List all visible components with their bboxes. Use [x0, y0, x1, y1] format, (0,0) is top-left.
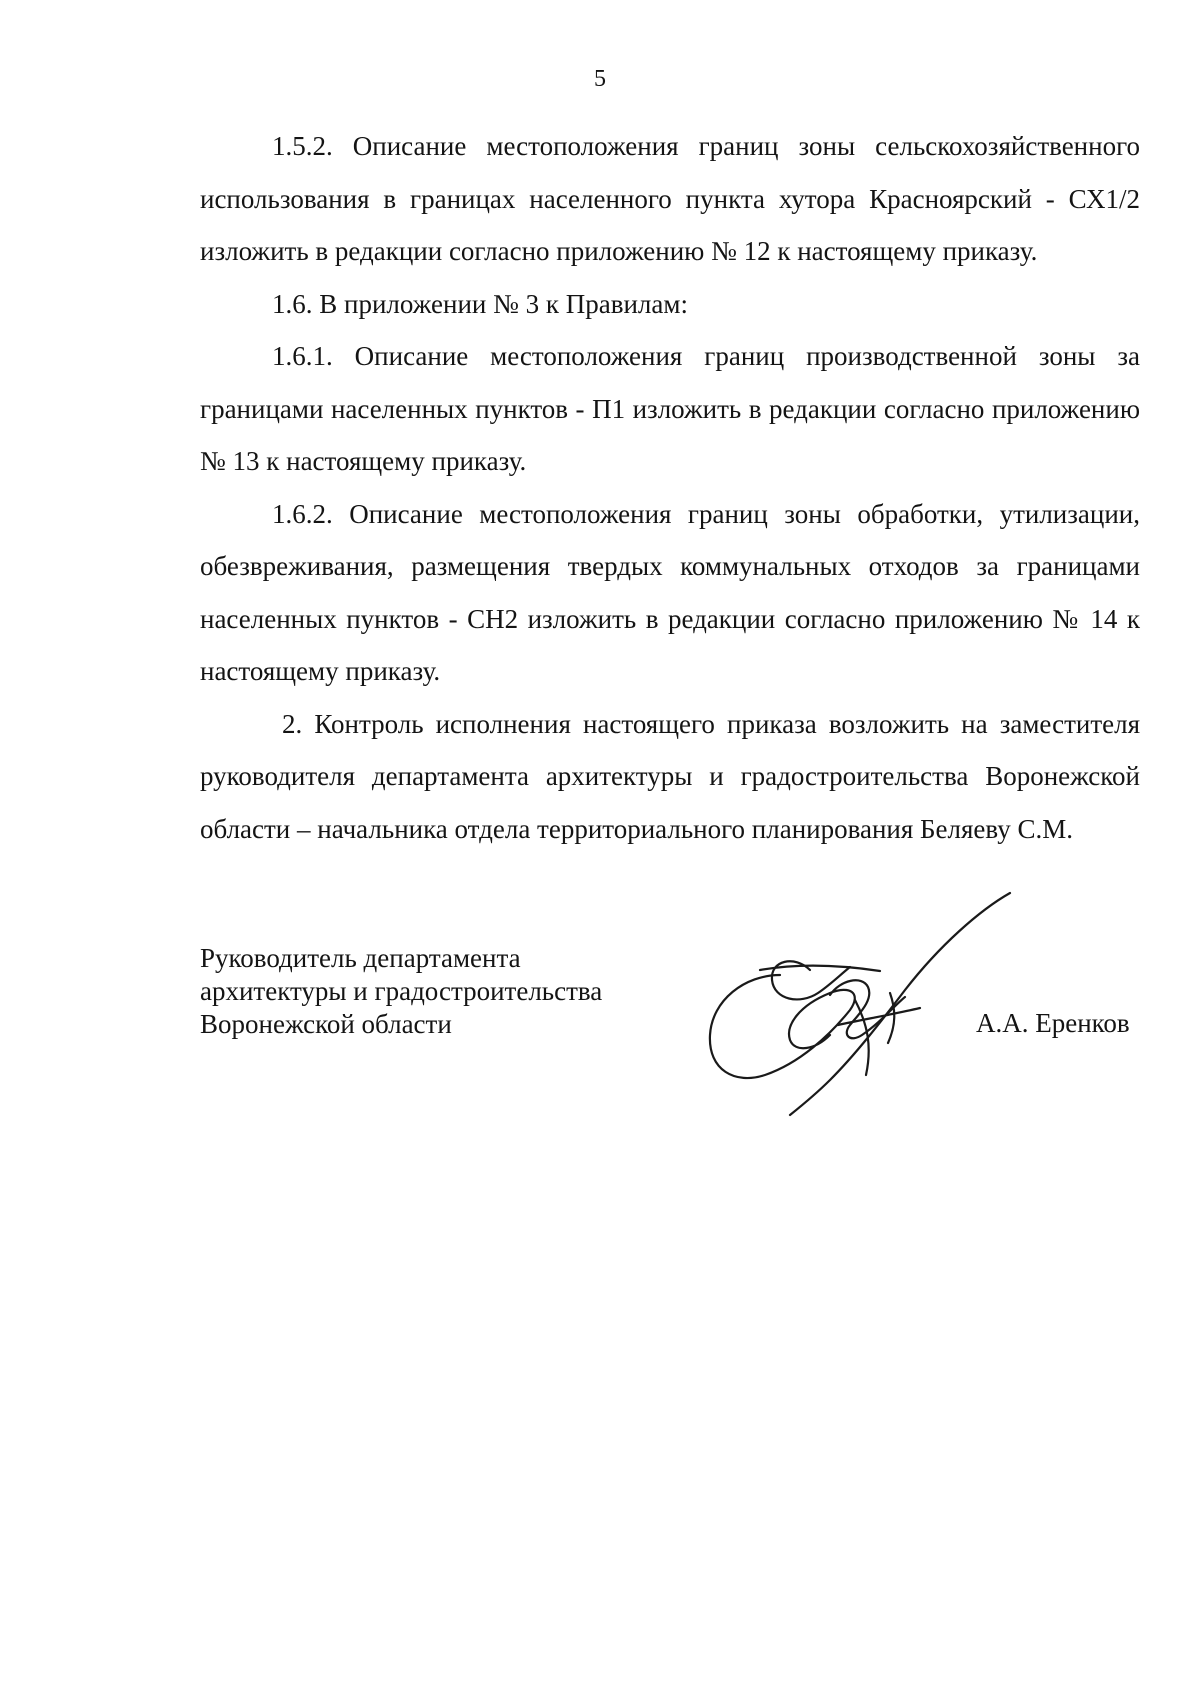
paragraph-1-5-2: 1.5.2. Описание местоположения границ зоны сельскохозяйственного использования в границах населенного пункта хутора Красноярский - СХ1/2 изложить в редакции согласно приложению № 12 к настоящему приказу. — [200, 131, 1140, 266]
paragraph-1-6-2: 1.6.2. Описание местоположения границ зоны обработки, утилизации, обезвреживания, размещения твердых коммунальных отходов за границами населенных пунктов - СН2 изложить в редакции согласно приложению № 14 к настоящему приказу. — [200, 498, 1140, 686]
paragraph-2: 2. Контроль исполнения настоящего приказа возложить на заместителя руководителя департамента архитектуры и градостроительства Воронежской области – начальника отдела территориального планирования Беляеву С.М. — [200, 708, 1140, 844]
signatory-name: А.А. Еренков — [976, 1008, 1130, 1038]
document-body — [200, 120, 1140, 855]
signatory-title-line: Руководитель департамента — [200, 943, 521, 973]
handwritten-signature — [690, 875, 1030, 1125]
page-number: 5 — [594, 66, 606, 92]
signatory-title — [200, 942, 602, 1041]
paragraph-1-6: 1.6. В приложении № 3 к Правилам: — [272, 288, 688, 319]
signatory-title-line: архитектуры и градостроительства — [200, 976, 603, 1006]
signatory-title-line: Воронежской области — [200, 1009, 452, 1039]
paragraph-1-6-1: 1.6.1. Описание местоположения границ производственной зоны за границами населенных пунктов - П1 изложить в редакции согласно приложению № 13 к настоящему приказу. — [200, 341, 1140, 476]
